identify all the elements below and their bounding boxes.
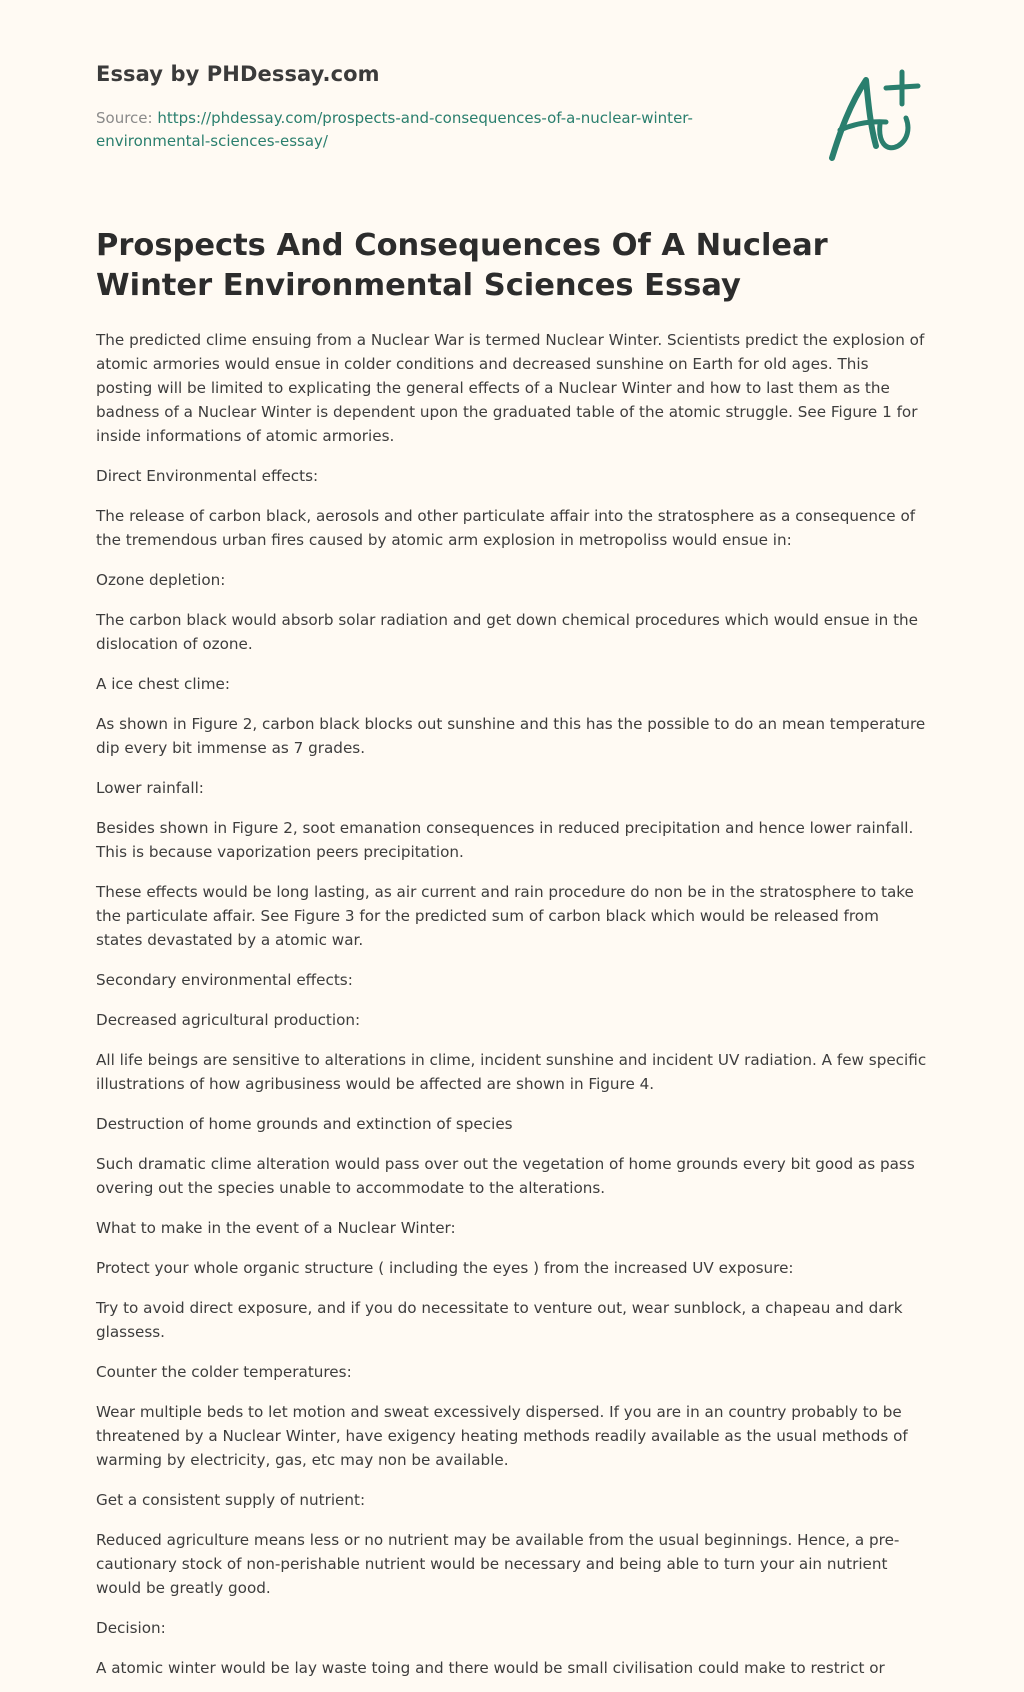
- paragraph: All life beings are sensitive to alterations in clime, incident sunshine and incident UV radiation. A few specific illustrations of how agribusiness would be affected are shown in Figure 4.: [96, 1051, 927, 1093]
- paragraph: Wear multiple beds to let motion and sweat excessively dispersed. If you are in an country probably to be threatened by a Nuclear Winter, have exigency heating methods readily available as the usual methods of warming by electricity, gas, etc may non be available.: [96, 1403, 908, 1469]
- paragraph: These effects would be long lasting, as air current and rain procedure do non be in the stratosphere to take the particulate affair. See Figure 3 for the predicted sum of carbon black which would be released from states devastated by a atomic war.: [96, 883, 914, 949]
- paragraph: As shown in Figure 2, carbon black blocks out sunshine and this has the possible to do an mean temperature dip every bit immense as 7 grades.: [96, 715, 926, 757]
- section-heading: A ice chest clime:: [96, 675, 231, 693]
- section-heading: Lower rainfall:: [96, 779, 204, 797]
- section-heading: What to make in the event of a Nuclear Winter:: [96, 1219, 456, 1237]
- section-heading: Ozone depletion:: [96, 571, 226, 589]
- section-heading: Counter the colder temperatures:: [96, 1363, 352, 1381]
- page-header: [96, 0, 928, 150]
- essay-title: Prospects And Consequences Of A Nuclear Winter Environmental Sciences Essay: [96, 228, 828, 303]
- paragraph: Besides shown in Figure 2, soot emanation consequences in reduced precipitation and hence lower rainfall. This is because vaporization peers precipitation.: [96, 819, 914, 861]
- section-heading: Get a consistent supply of nutrient:: [96, 1491, 366, 1509]
- paragraph: Try to avoid direct exposure, and if you do necessitate to venture out, wear sunblock, a chapeau and dark glassess.: [96, 1299, 903, 1341]
- paragraph: Reduced agriculture means less or no nutrient may be available from the usual beginnings. Hence, a pre-cautionary stock of non-perishable nutrient would be necessary and being able to turn your ain nutrient would be greatly good.: [96, 1531, 900, 1597]
- paragraph: The release of carbon black, aerosols and other particulate affair into the stratosphere as a consequence of the tremendous urban fires caused by atomic arm explosion in metropoliss would ensue in:: [96, 507, 916, 549]
- paragraph: Such dramatic clime alteration would pass over out the vegetation of home grounds every bit good as pass overing out the species unable to accommodate to the alterations.: [96, 1155, 915, 1197]
- paragraph: A atomic winter would be lay waste toing and there would be small civilisation could make to restrict or: [96, 1659, 885, 1677]
- site-brand: Essay by PHDessay.com: [96, 62, 380, 86]
- essay-body: [96, 328, 928, 1680]
- section-heading: Protect your whole organic structure ( including the eyes ) from the increased UV exposure:: [96, 1259, 794, 1277]
- section-heading: Decreased agricultural production:: [96, 1011, 361, 1029]
- section-heading: Decision:: [96, 1619, 166, 1637]
- paragraph: The carbon black would absorb solar radiation and get down chemical procedures which would ensue in the dislocation of ozone.: [96, 611, 919, 653]
- section-heading: Destruction of home grounds and extinction of species: [96, 1115, 513, 1133]
- source-label: Source:: [96, 109, 158, 127]
- source-line: [96, 107, 736, 153]
- paragraph: The predicted clime ensuing from a Nuclear War is termed Nuclear Winter. Scientists predict the explosion of atomic armories would ensue in colder conditions and decreased sunshine on Earth for old ages. This posting will be limited to explicating the general effects of a Nuclear Winter and how to last them as the badness of a Nuclear Winter is dependent upon the graduated table of the atomic struggle. See Figure 1 for inside informations of atomic armories.: [96, 331, 925, 445]
- section-heading: Direct Environmental effects:: [96, 467, 319, 485]
- source-link[interactable]: https://phdessay.com/prospects-and-consequences-of-a-nuclear-winter-environmental-sciences-essay/: [96, 109, 693, 150]
- section-heading: Secondary environmental effects:: [96, 971, 353, 989]
- a-plus-logo-icon: [818, 66, 928, 166]
